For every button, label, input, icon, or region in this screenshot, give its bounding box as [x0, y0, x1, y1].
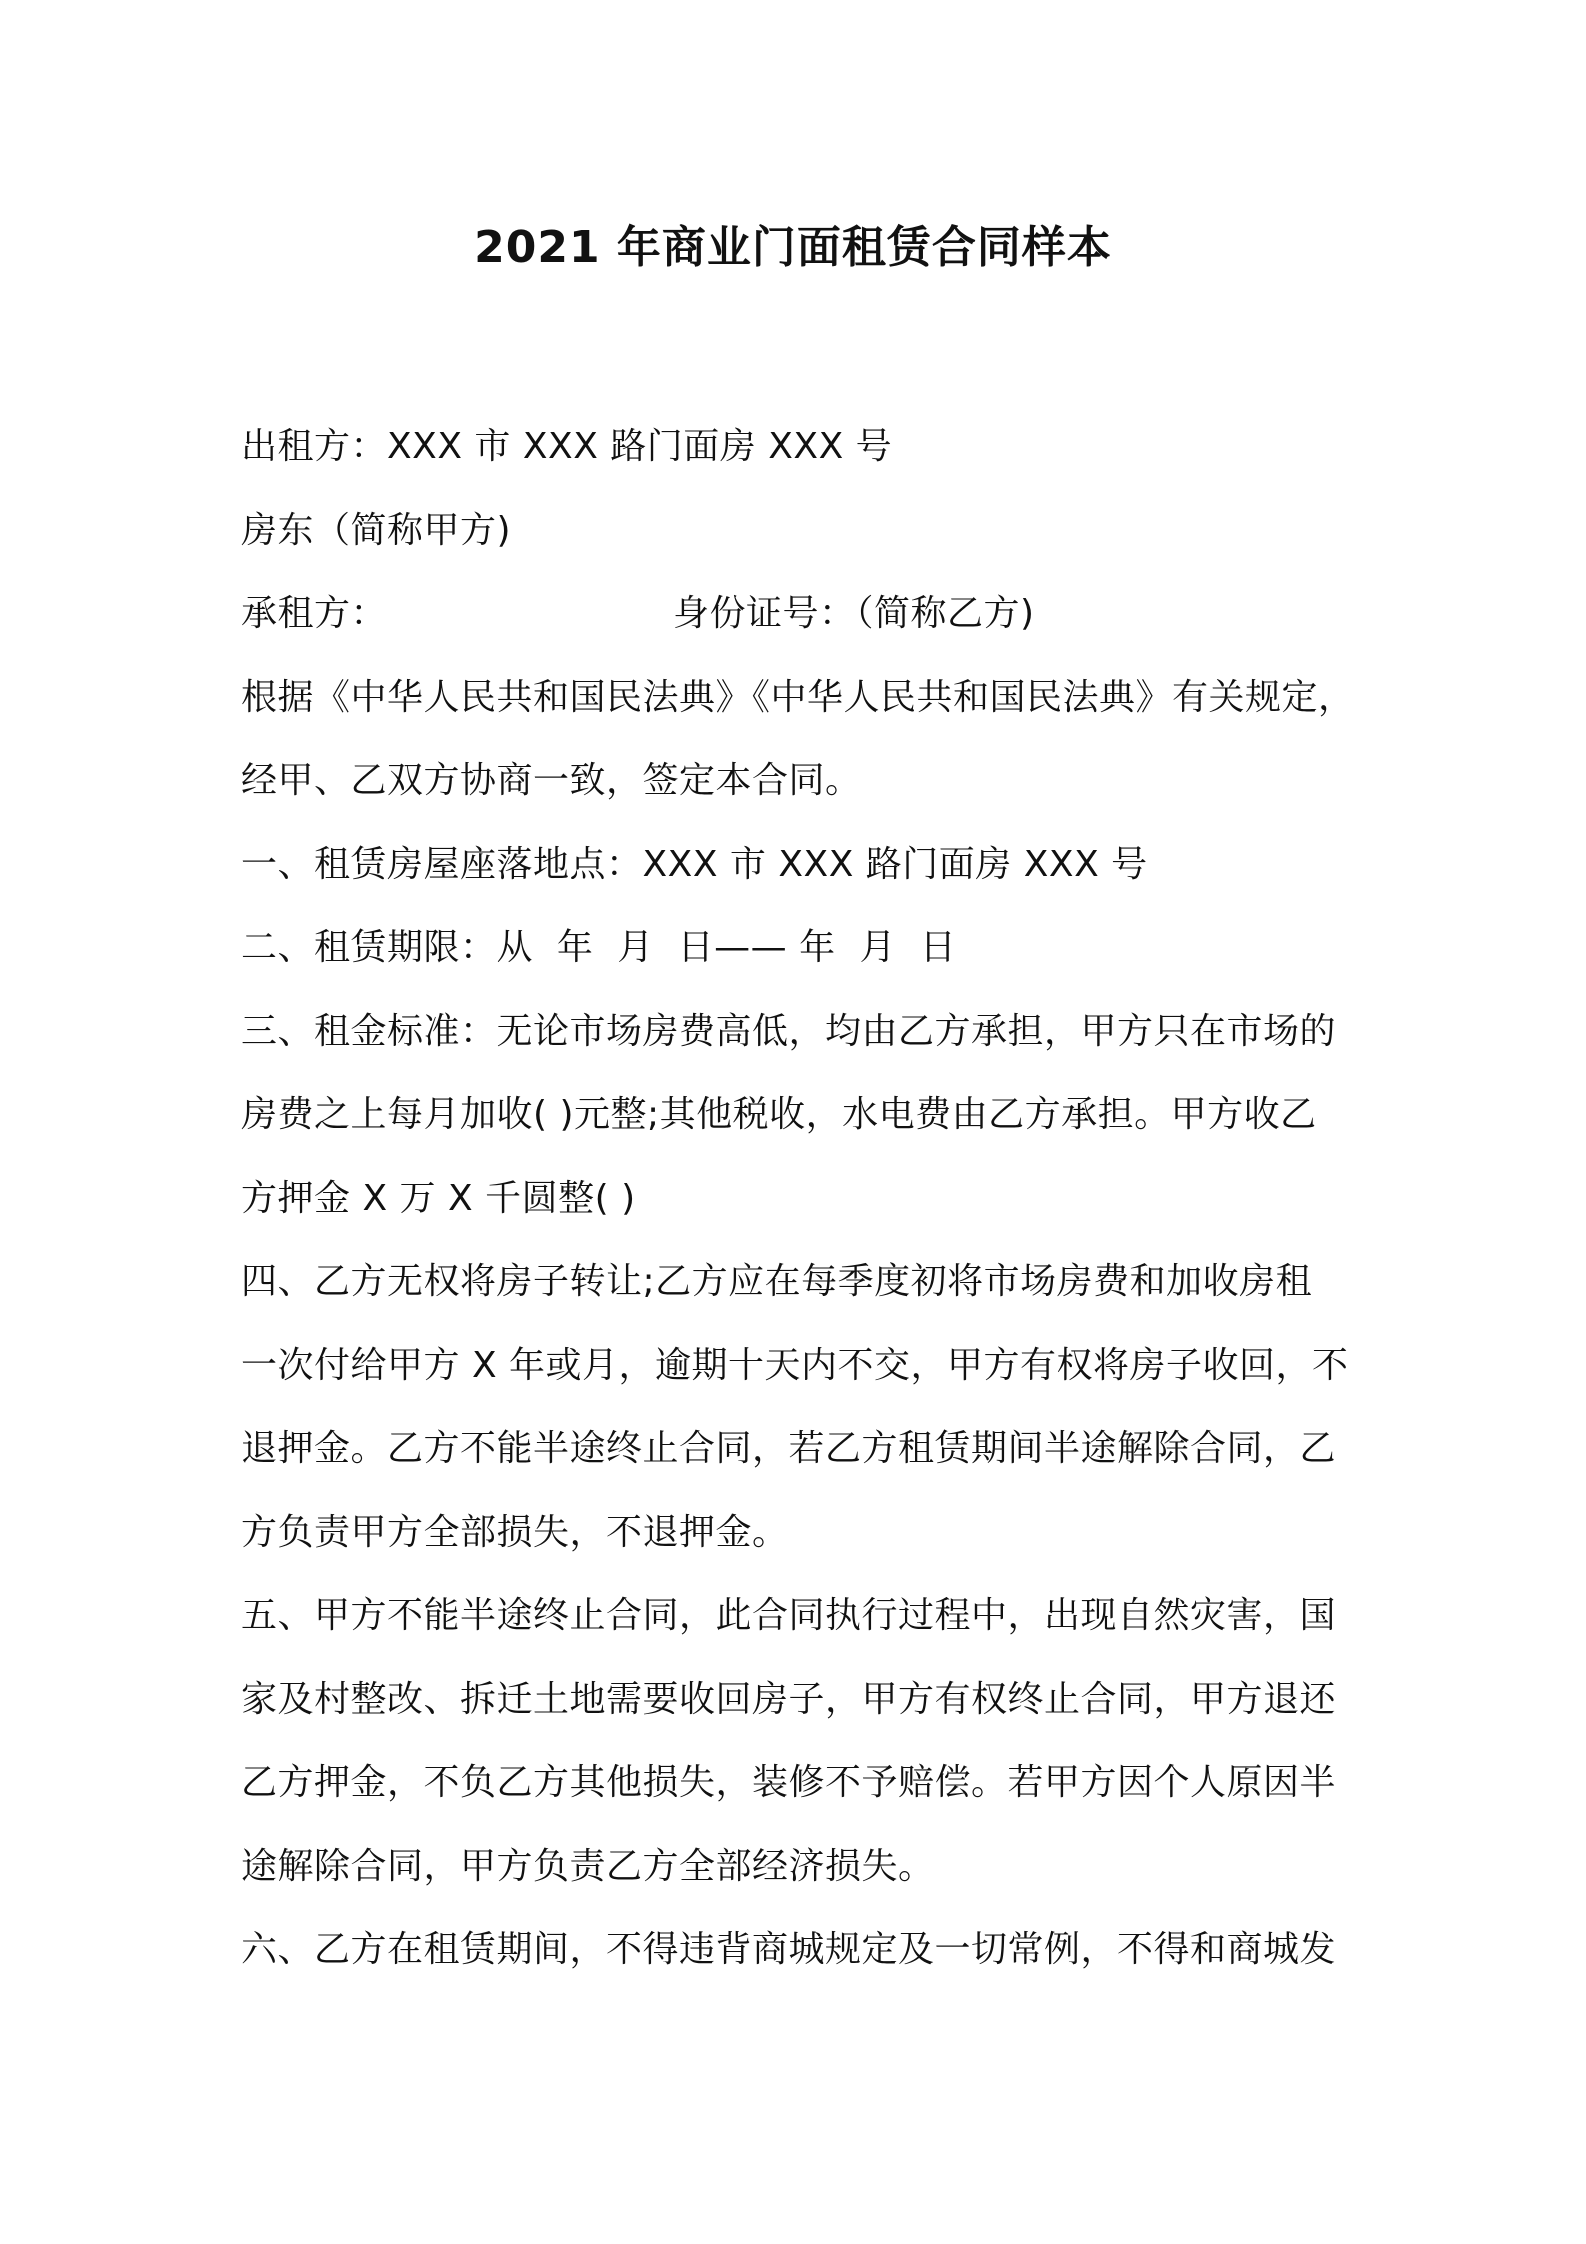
clause-6-line: 六、乙方在租赁期间，不得违背商城规定及一切常例，不得和商城发	[241, 1929, 1337, 1970]
landlord-line: 房东（简称甲方)	[241, 509, 512, 551]
lessee-line	[241, 572, 1361, 656]
clause-2-line: 二、租赁期限：从 年 月 日—— 年 月 日	[241, 927, 957, 968]
lessee-id-label: 身份证号：（简称乙方)	[673, 593, 1035, 634]
paragraph-line: 经甲、乙双方协商一致，签定本合同。	[241, 760, 862, 801]
clause-4-line: 四、乙方无权将房子转让;乙方应在每季度初将市场房费和加收房租	[241, 1261, 1313, 1302]
clause-1-line: 一、租赁房屋座落地点：XXX 市 XXX 路门面房 XXX 号	[241, 843, 1148, 885]
clause-3-line: 房费之上每月加收( )元整;其他税收，水电费由乙方承担。甲方收乙	[241, 1094, 1317, 1135]
document-title: 2021 年商业门面租赁合同样本	[474, 222, 1112, 273]
document-body	[241, 405, 1361, 1992]
clause-4-line: 一次付给甲方 X 年或月，逾期十天内不交，甲方有权将房子收回，不	[241, 1344, 1349, 1386]
clause-5-line: 家及村整改、拆迁土地需要收回房子，甲方有权终止合同，甲方退还	[241, 1678, 1337, 1720]
clause-4-line: 方负责甲方全部损失，不退押金。	[241, 1511, 789, 1553]
clause-5-line: 五、甲方不能半途终止合同，此合同执行过程中，出现自然灾害，国	[241, 1595, 1337, 1636]
paragraph-line: 根据《中华人民共和国民法典》《中华人民共和国民法典》有关规定，	[241, 676, 1355, 718]
lessor-line: 出租方：XXX 市 XXX 路门面房 XXX 号	[241, 426, 893, 467]
clause-4-line: 退押金。乙方不能半途终止合同，若乙方租赁期间半途解除合同，乙	[241, 1428, 1337, 1469]
clause-5-line: 途解除合同，甲方负责乙方全部经济损失。	[241, 1845, 935, 1887]
clause-3-line: 方押金 X 万 X 千圆整( )	[241, 1177, 636, 1219]
clause-3-line: 三、租金标准：无论市场房费高低，均由乙方承担，甲方只在市场的	[241, 1010, 1337, 1052]
lessee-label: 承租方：	[241, 593, 388, 634]
clause-5-line: 乙方押金，不负乙方其他损失，装修不予赔偿。若甲方因个人原因半	[241, 1762, 1337, 1803]
